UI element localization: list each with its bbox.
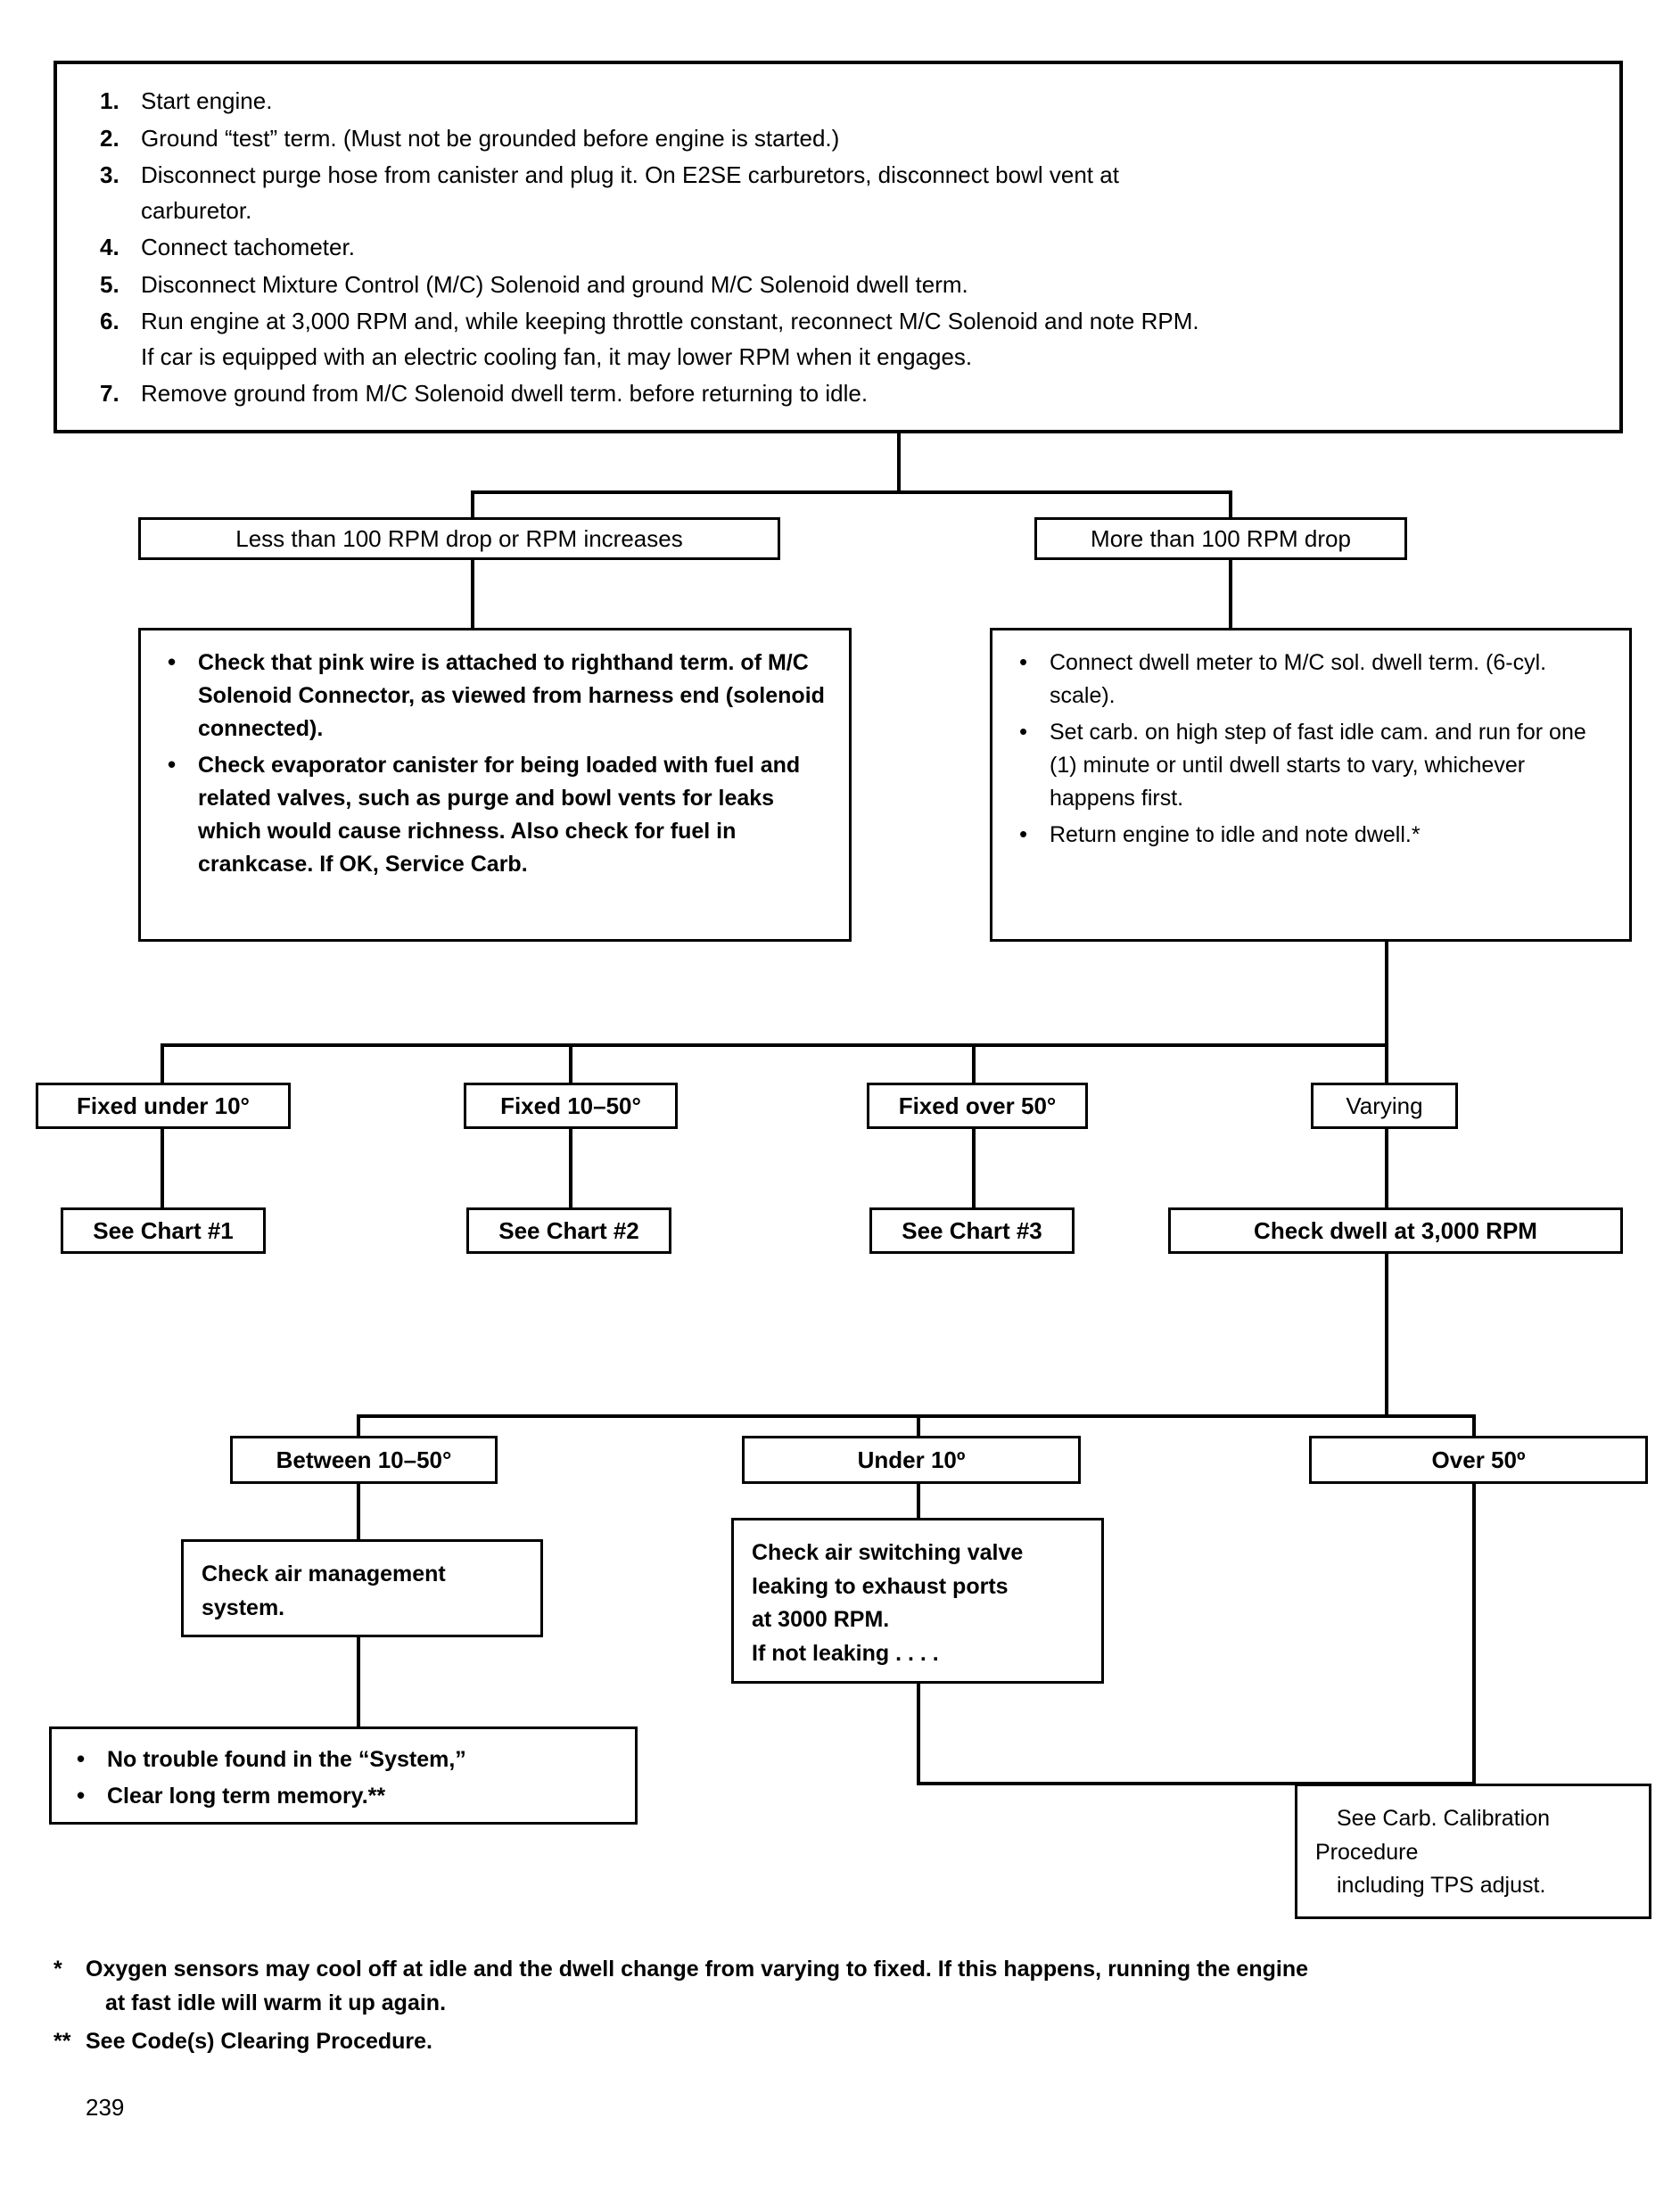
procedure-step bbox=[80, 304, 1596, 375]
bullet-item: • Check evaporator canister for being loaded with fuel and related valves, such as purge and bowl vents for leaks which would cause richness. Also check for fuel in crankcase. If OK, Service Carb. bbox=[155, 749, 829, 881]
connector-between-down bbox=[357, 1484, 360, 1539]
step-number: 6. bbox=[100, 308, 119, 335]
left-branch-bullet-list bbox=[155, 647, 829, 881]
step-text: Connect tachometer. bbox=[141, 234, 355, 261]
connector-chart3-down bbox=[972, 1129, 976, 1207]
connector-steps-down bbox=[897, 433, 901, 490]
connector-to-left-branch bbox=[471, 490, 474, 519]
footnote bbox=[54, 1953, 1650, 2020]
action-line-4: If not leaking . . . . bbox=[752, 1640, 939, 1666]
connector-over-down bbox=[1472, 1484, 1476, 1784]
outcome-label: Between 10–50° bbox=[276, 1446, 452, 1473]
connector-to-varying bbox=[1385, 1043, 1388, 1083]
chart-reference-3[interactable] bbox=[869, 1207, 1075, 1254]
bullet-item: • Connect dwell meter to M/C sol. dwell term. (6-cyl. scale). bbox=[1007, 647, 1610, 713]
procedure-step bbox=[80, 84, 1596, 119]
bullet-item: • Return engine to idle and note dwell.* bbox=[1007, 819, 1610, 852]
step-text bbox=[141, 158, 1596, 228]
connector-to-fixed-under10 bbox=[161, 1043, 164, 1083]
step-text-continued: If car is equipped with an electric cooling fan, it may lower RPM when it engages. bbox=[141, 342, 973, 370]
no-trouble-found-box bbox=[49, 1726, 638, 1825]
chart-reference-label: See Chart #2 bbox=[498, 1216, 639, 1244]
check-dwell-at-3000-rpm-box bbox=[1168, 1207, 1623, 1254]
outcome-label: Over 50º bbox=[1431, 1446, 1526, 1473]
footnote-mark: * bbox=[54, 1957, 62, 1982]
chart-reference-2[interactable] bbox=[466, 1207, 671, 1254]
connector-to-under-10 bbox=[917, 1414, 920, 1436]
connector-check-dwell-down bbox=[1385, 1254, 1388, 1414]
dwell-result-label: Varying bbox=[1346, 1092, 1423, 1119]
step-text-main: Run engine at 3,000 RPM and, while keeping throttle constant, reconnect M/C Solenoid and note RPM. bbox=[141, 308, 1199, 335]
branch-label-text: Less than 100 RPM drop or RPM increases bbox=[235, 524, 683, 552]
action-line-3: at 3000 RPM. bbox=[752, 1607, 890, 1632]
dwell-result-varying bbox=[1311, 1083, 1458, 1129]
step-text: Disconnect Mixture Control (M/C) Solenoid and ground M/C Solenoid dwell term. bbox=[141, 270, 968, 298]
branch-label-less-than-100rpm bbox=[138, 517, 780, 560]
dwell-result-label: Fixed over 50° bbox=[898, 1092, 1057, 1119]
bullet-item: • Clear long term memory.** bbox=[64, 1780, 622, 1813]
step-number: 1. bbox=[100, 87, 119, 114]
procedure-step bbox=[80, 376, 1596, 412]
procedure-step bbox=[80, 158, 1596, 228]
connector-chart1-down bbox=[161, 1129, 164, 1207]
procedure-step bbox=[80, 268, 1596, 303]
connector-dwell-split bbox=[161, 1043, 1388, 1047]
dwell-result-label: Fixed under 10° bbox=[77, 1092, 250, 1119]
bullet-item: • No trouble found in the “System,” bbox=[64, 1743, 622, 1776]
connector-to-right-branch bbox=[1229, 490, 1232, 519]
branch-label-text: More than 100 RPM drop bbox=[1091, 524, 1351, 552]
page-number: 239 bbox=[86, 2094, 125, 2121]
step-number: 4. bbox=[100, 234, 119, 261]
check-air-management-box bbox=[181, 1539, 543, 1637]
outcome-bullet-list bbox=[64, 1743, 622, 1813]
action-line-1: Check air switching valve bbox=[752, 1540, 1024, 1565]
step-text-continued: carburetor. bbox=[141, 196, 252, 224]
outcome-between-10-50 bbox=[230, 1436, 498, 1484]
right-branch-bullet-list bbox=[1007, 647, 1610, 852]
outcome-over-50 bbox=[1309, 1436, 1648, 1484]
right-branch-actions-box bbox=[990, 628, 1632, 942]
check-air-switching-valve-box bbox=[731, 1518, 1104, 1684]
connector-to-fixed-over50 bbox=[972, 1043, 976, 1083]
footnote-text-continued: at fast idle will warm it up again. bbox=[105, 1990, 447, 2015]
action-line-2: leaking to exhaust ports bbox=[752, 1573, 1009, 1599]
connector-right-branch-down bbox=[1229, 560, 1232, 628]
action-text: Check air management system. bbox=[202, 1562, 446, 1620]
footnote bbox=[54, 2025, 1650, 2059]
connector-dwell-down bbox=[1385, 942, 1388, 1043]
connector-branch-split bbox=[471, 490, 1232, 494]
carb-line-2: Procedure bbox=[1315, 1839, 1419, 1865]
footnote-text: See Code(s) Clearing Procedure. bbox=[86, 2029, 433, 2054]
dwell-result-label: Fixed 10–50° bbox=[500, 1092, 641, 1119]
step-number: 3. bbox=[100, 161, 119, 189]
carb-line-1: See Carb. Calibration bbox=[1337, 1806, 1551, 1831]
connector-left-branch-down bbox=[471, 560, 474, 628]
outcome-label: Under 10º bbox=[857, 1446, 966, 1473]
carb-calibration-box bbox=[1295, 1784, 1651, 1919]
carb-line-3: including TPS adjust. bbox=[1337, 1873, 1546, 1898]
footnotes bbox=[54, 1953, 1650, 2064]
bullet-item: • Set carb. on high step of fast idle cam. and run for one (1) minute or until dwell starts to vary, whichever happens first. bbox=[1007, 716, 1610, 815]
step-number: 2. bbox=[100, 124, 119, 152]
connector-under-down bbox=[917, 1484, 920, 1518]
step-number: 5. bbox=[100, 270, 119, 298]
chart-reference-1[interactable] bbox=[61, 1207, 266, 1254]
check-dwell-label: Check dwell at 3,000 RPM bbox=[1254, 1216, 1537, 1244]
step-text: Ground “test” term. (Must not be grounded before engine is started.) bbox=[141, 124, 840, 152]
dwell-result-fixed-under-10 bbox=[36, 1083, 291, 1129]
procedure-step bbox=[80, 230, 1596, 266]
chart-reference-label: See Chart #3 bbox=[902, 1216, 1042, 1244]
dwell-result-fixed-10-50 bbox=[464, 1083, 678, 1129]
connector-varying-down bbox=[1385, 1129, 1388, 1207]
connector-to-over-50 bbox=[1472, 1414, 1476, 1436]
procedure-step bbox=[80, 121, 1596, 157]
footnote-mark: ** bbox=[54, 2029, 71, 2054]
procedure-steps-box bbox=[54, 61, 1623, 433]
connector-under10-to-carb bbox=[917, 1684, 920, 1785]
dwell-result-fixed-over-50 bbox=[867, 1083, 1088, 1129]
bullet-item: • Check that pink wire is attached to righthand term. of M/C Solenoid Connector, as viewed from harness end (solenoid connected). bbox=[155, 647, 829, 746]
step-number: 7. bbox=[100, 380, 119, 408]
step-text: Start engine. bbox=[141, 87, 273, 114]
footnote-text bbox=[86, 1953, 1650, 2020]
outcome-under-10 bbox=[742, 1436, 1081, 1484]
connector-air-management-down bbox=[357, 1637, 360, 1726]
connector-to-between-10-50 bbox=[357, 1414, 360, 1436]
branch-label-more-than-100rpm bbox=[1034, 517, 1407, 560]
footnote-text-main: Oxygen sensors may cool off at idle and the dwell change from varying to fixed. If this happens, running the engine bbox=[86, 1957, 1309, 1982]
connector-to-fixed-10-50 bbox=[569, 1043, 572, 1083]
connector-chart2-down bbox=[569, 1129, 572, 1207]
step-text-main: Disconnect purge hose from canister and plug it. On E2SE carburetors, disconnect bowl vent at bbox=[141, 161, 1119, 189]
left-branch-actions-box bbox=[138, 628, 852, 942]
chart-reference-label: See Chart #1 bbox=[93, 1216, 234, 1244]
step-text bbox=[141, 304, 1596, 375]
step-text: Remove ground from M/C Solenoid dwell term. before returning to idle. bbox=[141, 380, 869, 408]
